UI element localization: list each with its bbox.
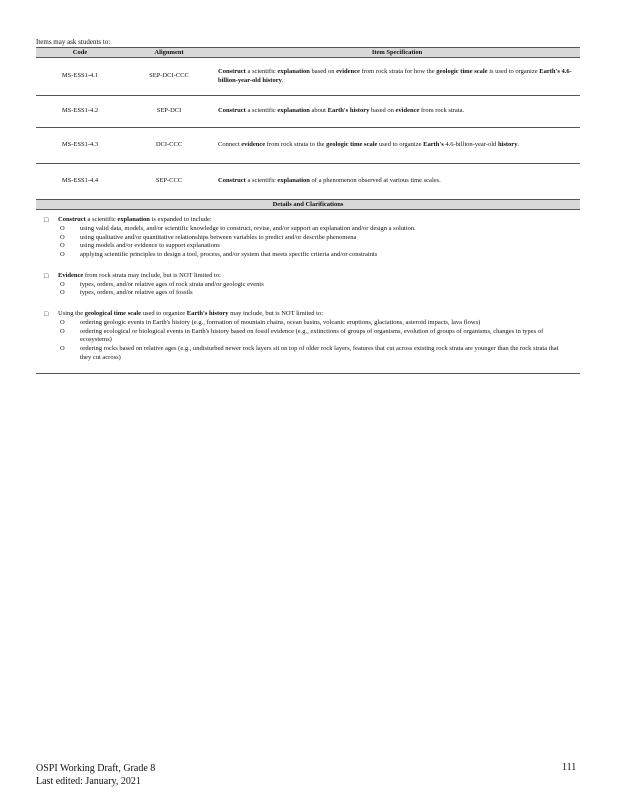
circle-bullet-icon: O bbox=[60, 251, 65, 259]
footer bbox=[36, 762, 155, 788]
details-lead-text: Construct a scientific explanation is expanded to include: bbox=[58, 216, 212, 223]
intro-text: Items may ask students to: bbox=[36, 38, 111, 46]
list-item: O using valid data, models, and/or scientific knowledge to construct, revise, and/or support an explanation and/or design a solution. bbox=[60, 224, 416, 232]
table-header-row bbox=[36, 48, 580, 58]
details-section bbox=[36, 210, 580, 374]
circle-bullet-icon: O bbox=[60, 327, 65, 335]
list-item: O ordering rocks based on relative ages (e.g., undisturbed newer rock layers sit on top of older rock layers, features that cut across existing rock strata are younger than the rock strata that they cut across) bbox=[60, 345, 559, 361]
page-content bbox=[36, 38, 580, 374]
circle-bullet-icon: O bbox=[60, 289, 65, 297]
row-spec: Connect evidence from rock strata to the geologic time scale used to organize Earth's 4.6-billion-year-old history. bbox=[214, 128, 580, 164]
row-code: MS-ESS1-4.2 bbox=[36, 96, 124, 128]
details-lead bbox=[36, 216, 580, 225]
footer-draft-label: OSPI Working Draft, Grade 8 bbox=[36, 763, 156, 774]
circle-bullet-icon: O bbox=[60, 345, 65, 353]
circle-bullet-icon: O bbox=[60, 242, 65, 250]
details-block-time-scale bbox=[36, 310, 580, 363]
details-heading: Details and Clarifications bbox=[36, 200, 580, 210]
header-code: Code bbox=[36, 48, 124, 58]
row-code: MS-ESS1-4.3 bbox=[36, 128, 124, 164]
page-number: 111 bbox=[562, 762, 577, 773]
circle-bullet-icon: O bbox=[60, 280, 65, 288]
circle-bullet-icon: O bbox=[60, 318, 65, 326]
list-item: O applying scientific principles to design a tool, process, and/or system that meets specific criteria and/or constraints bbox=[60, 251, 378, 259]
list-item: O using qualitative and/or quantitative relationships between variables to predict and/or describe phenomena bbox=[60, 233, 357, 241]
table-row bbox=[36, 58, 580, 96]
details-lead-text: Evidence from rock strata may include, but is NOT limited to: bbox=[58, 271, 221, 279]
row-spec: Construct a scientific explanation about Earth's history based on evidence from rock strata. bbox=[214, 96, 580, 128]
row-spec: Construct a scientific explanation of a phenomenon observed at various time scales. bbox=[214, 164, 580, 200]
circle-bullet-icon: O bbox=[60, 224, 65, 232]
details-lead bbox=[36, 310, 580, 319]
checkbox-square-icon: □ bbox=[44, 310, 49, 319]
row-code: MS-ESS1-4.1 bbox=[36, 58, 124, 96]
list-item: O ordering ecological or biological events in Earth's history based on fossil evidence (e.g., extinctions of groups of organisms, evolution of groups of organisms, changes in types of ecosystems) bbox=[60, 327, 544, 344]
header-alignment: Alignment bbox=[124, 48, 214, 58]
details-lead-text: Using the geological time scale used to organize Earth's history may include, but is NOT limited to: bbox=[58, 310, 323, 318]
circle-bullet-icon: O bbox=[60, 233, 65, 241]
footer-last-edited: Last edited: January, 2021 bbox=[36, 776, 141, 787]
table-row bbox=[36, 164, 580, 200]
details-lead bbox=[36, 272, 580, 281]
table-row bbox=[36, 128, 580, 164]
checkbox-square-icon: □ bbox=[44, 216, 49, 224]
row-alignment: DCI-CCC bbox=[124, 128, 214, 164]
list-item: O ordering geologic events in Earth's history (e.g., formation of mountain chains, ocean basins, volcanic eruptions, glaciations, asteroid impacts, lava flows) bbox=[60, 318, 481, 326]
table-row bbox=[36, 96, 580, 128]
list-item: O types, orders, and/or relative ages of rock strata and/or geologic events bbox=[60, 280, 264, 288]
row-alignment: SEP-DCI bbox=[124, 96, 214, 128]
row-alignment: SEP-DCI-CCC bbox=[124, 58, 214, 96]
details-block-construct bbox=[36, 216, 580, 260]
item-spec-table bbox=[36, 47, 580, 200]
row-alignment: SEP-CCC bbox=[124, 164, 214, 200]
list-item: O types, orders, and/or relative ages of fossils bbox=[60, 289, 193, 297]
details-block-evidence bbox=[36, 272, 580, 298]
list-item: O using models and/or evidence to support explanations bbox=[60, 242, 220, 250]
checkbox-square-icon: □ bbox=[44, 271, 49, 280]
header-item-specification: Item Specification bbox=[214, 48, 580, 58]
row-spec: Construct a scientific explanation based on evidence from rock strata for how the geologic time scale is used to organize Earth's 4.6-billion-year-old history. bbox=[214, 58, 580, 96]
row-code: MS-ESS1-4.4 bbox=[36, 164, 124, 200]
